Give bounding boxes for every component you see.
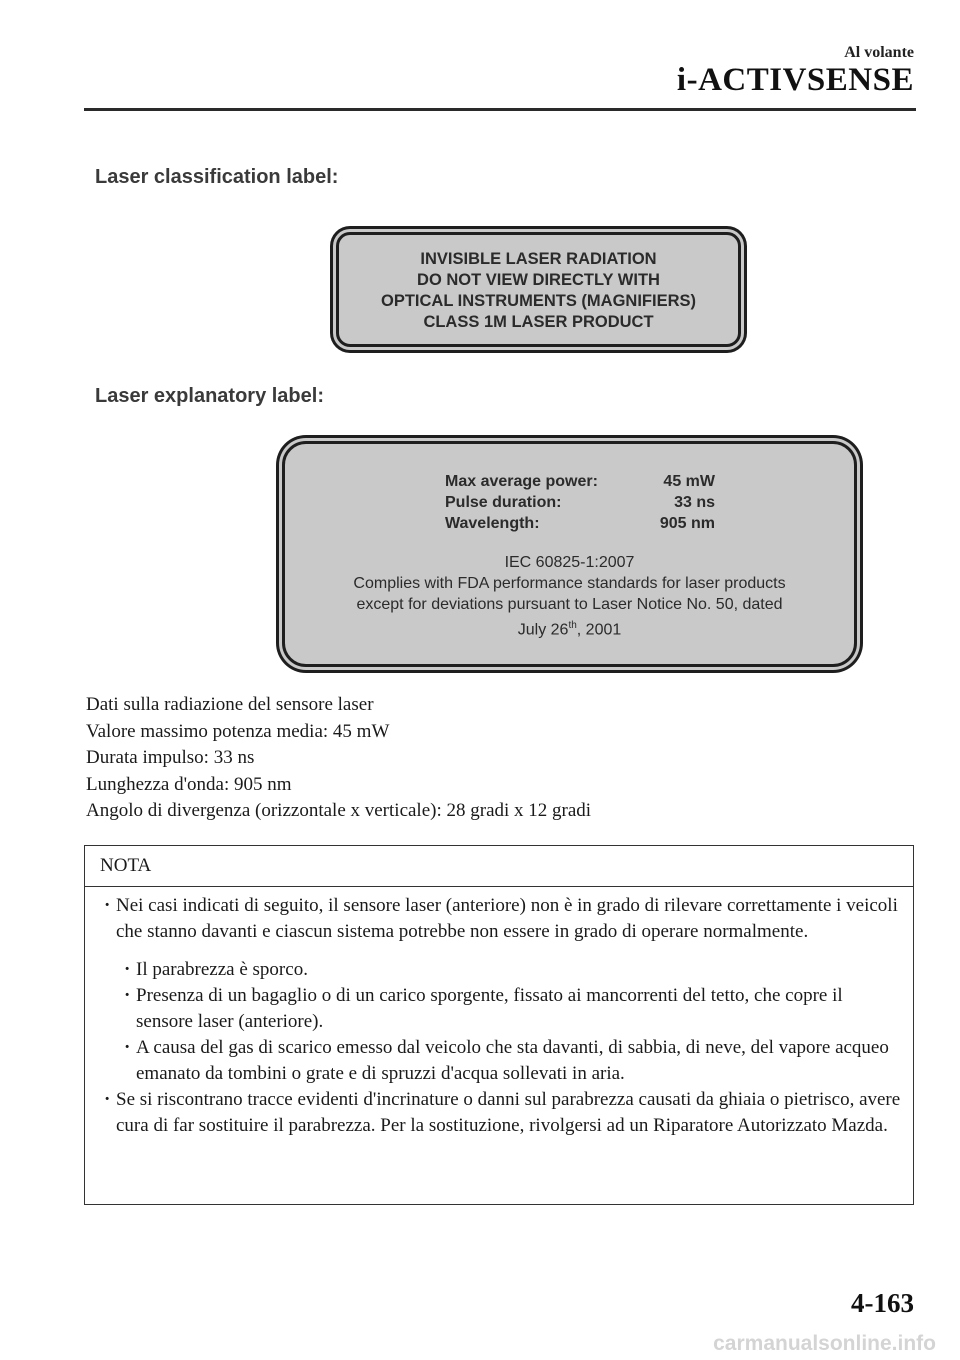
body-line: Dati sulla radiazione del sensore laser xyxy=(86,694,374,715)
note-body xyxy=(85,887,913,1139)
note-bullet: · Se si riscontrano tracce evidenti d'incrinature o danni sul parabrezza causati da ghiaia o pietrisco, avere cura di far sostituire il parabrezza. Per la sostituzione, rivolgersi ad un Riparatore Autorizzato Mazda. xyxy=(85,1087,901,1139)
spec-key: Pulse duration: xyxy=(445,494,562,511)
compliance-date xyxy=(285,615,854,640)
page-title: i-ACTIVSENSE xyxy=(676,62,914,98)
label-line: OPTICAL INSTRUMENTS (MAGNIFIERS) xyxy=(380,292,697,310)
note-sub-bullet: · A causa del gas di scarico emesso dal veicolo che sta davanti, di sabbia, di neve, del vapore acqueo emanato da tombini o grate e di spruzzi d'acqua sollevati in aria. xyxy=(85,1035,901,1087)
spec-key: Max average power: xyxy=(445,473,598,490)
spec-table xyxy=(445,471,715,534)
label-line: INVISIBLE LASER RADIATION xyxy=(420,250,657,268)
classification-caption: Laser classification label: xyxy=(95,166,339,188)
spec-value: 33 ns xyxy=(674,494,715,511)
note-bullet: · Nei casi indicati di seguito, il sensore laser (anteriore) non è in grado di rilevare correttamente i veicoli che stanno davanti e ciascun sistema potrebbe non essere in grado di operare normalmente. xyxy=(85,893,901,945)
note-sub-bullet: · Il parabrezza è sporco. xyxy=(85,957,901,983)
spec-value: 45 mW xyxy=(663,473,715,490)
body-line: Angolo di divergenza (orizzontale x verticale): 28 gradi x 12 gradi xyxy=(86,800,592,821)
compliance-text: Complies with FDA performance standards for laser products xyxy=(353,575,786,592)
radiation-data xyxy=(86,692,591,825)
note-title: NOTA xyxy=(85,846,913,887)
spec-value: 905 nm xyxy=(659,515,715,532)
spec-row xyxy=(445,492,715,513)
compliance-text: except for deviations pursuant to Laser Notice No. 50, dated xyxy=(356,596,783,613)
section-label: Al volante xyxy=(844,44,914,61)
date-prefix: July 26 xyxy=(517,621,569,639)
spec-row xyxy=(445,471,715,492)
body-line: Durata impulso: 33 ns xyxy=(86,747,255,768)
laser-explanatory-label xyxy=(282,441,857,667)
date-superscript: th xyxy=(568,620,577,631)
note-box xyxy=(84,845,914,1205)
date-suffix: , 2001 xyxy=(576,621,622,639)
explanatory-caption: Laser explanatory label: xyxy=(95,385,324,407)
watermark: carmanualsonline.info xyxy=(713,1332,936,1355)
spec-row xyxy=(445,513,715,534)
header-rule xyxy=(84,108,916,111)
note-sub-bullet: · Presenza di un bagaglio o di un carico sporgente, fissato ai mancorrenti del tetto, che copre il sensore laser (anteriore). xyxy=(85,983,901,1035)
page-number: 4-163 xyxy=(851,1288,914,1318)
compliance-block xyxy=(285,552,854,640)
body-line: Valore massimo potenza media: 45 mW xyxy=(86,720,390,742)
label-line: DO NOT VIEW DIRECTLY WITH xyxy=(417,271,660,289)
spec-key: Wavelength: xyxy=(445,515,540,532)
label-line: CLASS 1M LASER PRODUCT xyxy=(423,313,654,331)
laser-classification-label xyxy=(336,232,741,347)
standard-text: IEC 60825-1:2007 xyxy=(504,554,635,571)
body-line: Lunghezza d'onda: 905 nm xyxy=(86,773,292,795)
spacer xyxy=(85,945,913,957)
